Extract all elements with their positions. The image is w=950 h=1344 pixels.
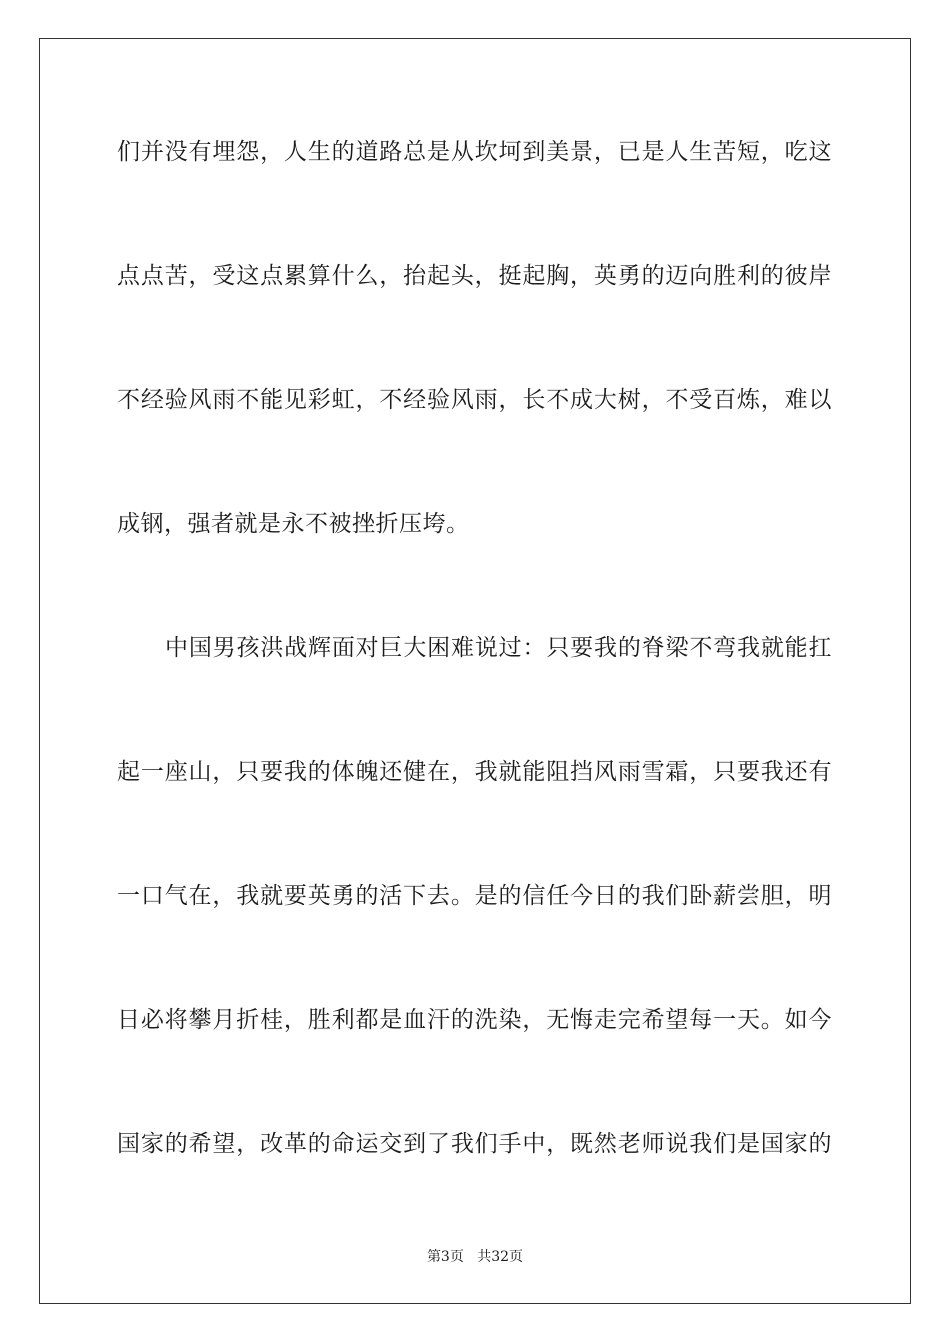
- page-number: 第3页: [426, 1249, 464, 1265]
- text-line: 起一座山，只要我的体魄还健在，我就能阻挡风雨雪霜，只要我还有: [117, 759, 832, 785]
- total-pages: 共32页: [477, 1249, 524, 1265]
- document-body: [117, 128, 832, 1244]
- text-line: 日必将攀月折桂，胜利都是血汗的洗染，无悔走完希望每一天。如今: [117, 1007, 832, 1033]
- text-line: 们并没有埋怨，人生的道路总是从坎坷到美景，已是人生苦短，吃这: [117, 139, 832, 165]
- text-line: 不经验风雨不能见彩虹，不经验风雨，长不成大树，不受百炼，难以: [117, 387, 832, 413]
- paragraph-first-line: 中国男孩洪战辉面对巨大困难说过：只要我的脊梁不弯我就能扛: [165, 635, 832, 661]
- text-line: 成钢，强者就是永不被挫折压垮。: [117, 511, 470, 537]
- page-footer: [0, 1246, 950, 1266]
- text-line: 点点苦，受这点累算什么，抬起头，挺起胸，英勇的迈向胜利的彼岸: [117, 263, 832, 289]
- text-line: 国家的希望，改革的命运交到了我们手中，既然老师说我们是国家的: [117, 1131, 832, 1157]
- text-line: 一口气在，我就要英勇的活下去。是的信任今日的我们卧薪尝胆，明: [117, 883, 832, 909]
